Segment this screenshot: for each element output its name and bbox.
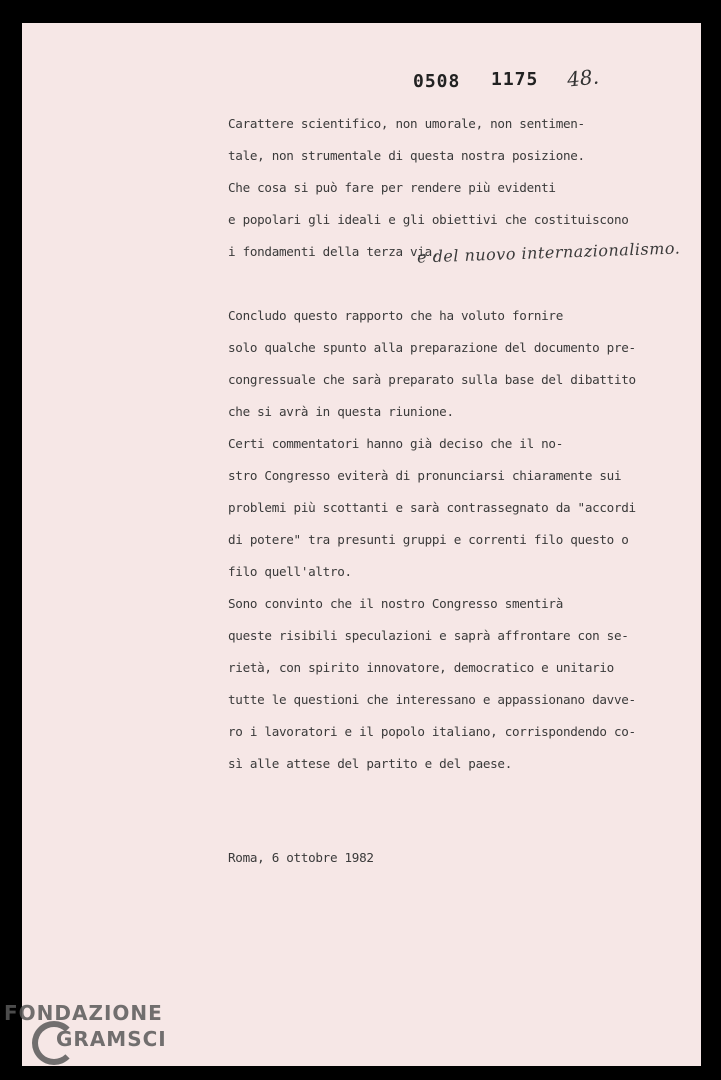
text-line: rietà, con spirito innovatore, democratico e unitario (228, 660, 614, 675)
text-line: che si avrà in questa riunione. (228, 404, 454, 419)
text-line: tutte le questioni che interessano e appassionano davve- (228, 692, 636, 707)
text-line: filo quell'altro. (228, 564, 352, 579)
text-line: congressuale che sarà preparato sulla base del dibattito (228, 372, 636, 387)
text-line: stro Congresso eviterà di pronunciarsi chiaramente sui (228, 468, 622, 483)
text-line: di potere" tra presunti gruppi e correnti filo questo o (228, 532, 629, 547)
watermark-line2: GRAMSCI (56, 1027, 167, 1051)
date-line: Roma, 6 ottobre 1982 (228, 850, 374, 865)
watermark-logo (4, 1001, 204, 1077)
text-line: Carattere scientifico, non umorale, non sentimen- (228, 116, 585, 131)
text-line: queste risibili speculazioni e saprà affrontare con se- (228, 628, 629, 643)
text-line: e popolari gli ideali e gli obiettivi che costituiscono (228, 212, 629, 227)
handwritten-page-number: 48. (565, 64, 600, 92)
stamp-number: 0508 (413, 71, 461, 92)
text-line: Che cosa si può fare per rendere più evidenti (228, 180, 556, 195)
text-line: Concludo questo rapporto che ha voluto fornire (228, 308, 563, 323)
text-line: sì alle attese del partito e del paese. (228, 756, 513, 771)
text-line: Sono convinto che il nostro Congresso smentirà (228, 596, 563, 611)
handwritten-addition: e del nuovo internazionalismo. (416, 238, 681, 267)
text-line: i fondamenti della terza via, (228, 244, 440, 259)
text-line: Certi commentatori hanno già deciso che il no- (228, 436, 563, 451)
text-line: solo qualche spunto alla preparazione del documento pre- (228, 340, 636, 355)
watermark-line1: FONDAZIONE (4, 1001, 163, 1025)
text-line: tale, non strumentale di questa nostra posizione. (228, 148, 585, 163)
stamp-number: 1175 (491, 69, 539, 90)
text-line: ro i lavoratori e il popolo italiano, corrispondendo co- (228, 724, 636, 739)
text-line: problemi più scottanti e sarà contrassegnato da "accordi (228, 500, 636, 515)
